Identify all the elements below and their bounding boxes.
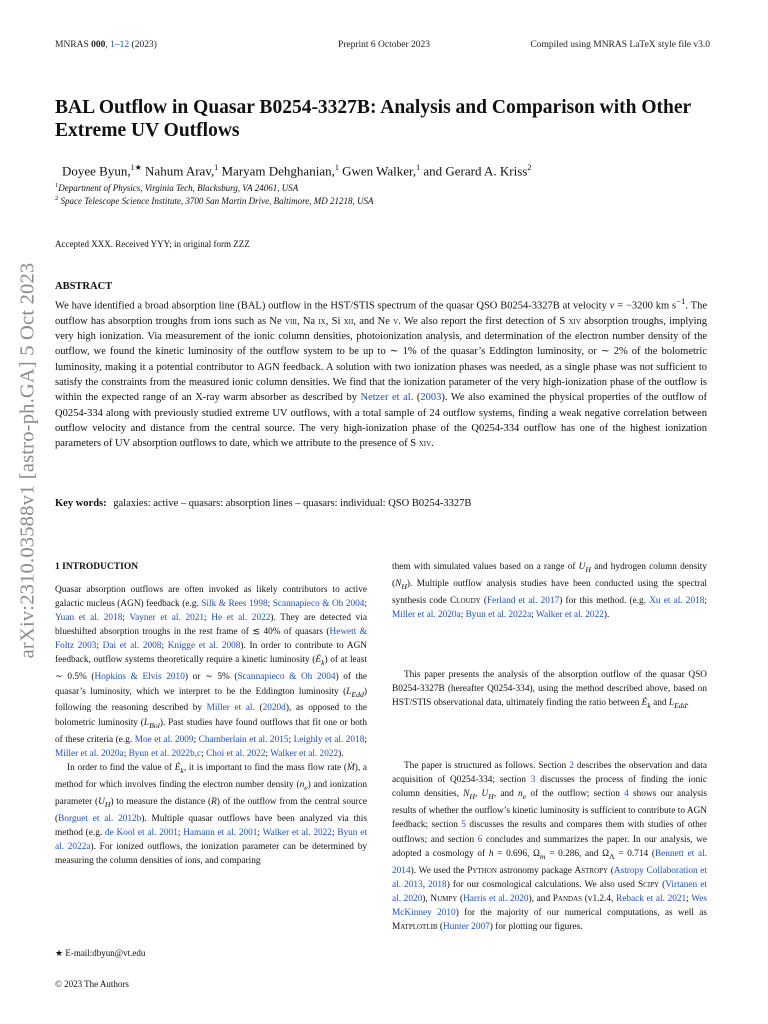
intro-paragraph-5: The paper is structured as follows. Section 2 describes the observation and data acquisition of Q0254-334; section 3 discusses the process of finding the ionic column densities, $N_H$, $U_H$, and $n_e$ of the outflow; section 4 shows our analysis results of whether the outflow’s kinetic luminosity is sufficient to contribute to AGN feedback; section 5 discusses the results and compares them with studies of other outflows; and section 6 concludes and summarizes the paper. In our analysis, we adopted a cosmology of h = 0.696, $\Omega_m = 0.286$, and $\Omega_\Lambda = 0.714$ (Bennett et al. 2014). We used the Python astronomy package Astropy (Astropy Collaboration et al. 2013, 2018) for our cosmological calculations. We also used Scipy (Virtanen et al. 2020), Numpy (Harris et al. 2020), and Pandas (v1.2.4, Reback et al. 2021; Wes McKinney 2010) for the majority of our numerical computations, as well as Matplotlib (Hunter 2007) for plotting our figures. [392, 761, 708, 932]
citation-link[interactable]: Walker et al. 2022 [262, 827, 332, 838]
abstract-heading: ABSTRACT [55, 281, 113, 292]
citation-link[interactable]: Astropy Collaboration et al. 2013 [392, 865, 707, 890]
citation-link[interactable]: Hopkins & Elvis 2010 [94, 672, 185, 683]
journal-year: (2023) [131, 40, 157, 50]
journal-citation: MNRAS 000, 1–12 (2023) [55, 40, 157, 50]
section-heading: 1 INTRODUCTION [55, 562, 139, 572]
citation-link[interactable]: Vayner et al. 2021 [129, 613, 205, 624]
citation-link[interactable]: Walker et al. 2022 [270, 748, 339, 759]
acceptance-note: Accepted XXX. Received YYY; in original form ZZZ [55, 239, 250, 249]
citation-link[interactable]: Borguet et al. 2012b [58, 813, 142, 824]
citation-link[interactable]: Reback et al. 2021 [616, 893, 687, 904]
compiled-note: Compiled using MNRAS LaTeX style file v3.0 [530, 40, 710, 50]
citation-link[interactable]: Byun et al. 2022a [55, 827, 367, 852]
author-list: Doyee Byun,$^{1★}$ Nahum Arav,$^1$ Maryam Dehghanian,$^1$ Gwen Walker,$^1$ and Gerard A. Kriss$^2$ [62, 163, 532, 179]
paper-title: BAL Outflow in Quasar B0254-3327B: Analysis and Comparison with Other Extreme UV Outflows [55, 97, 691, 141]
citation-link[interactable]: Wes McKinney 2010 [392, 893, 708, 918]
citation-link[interactable]: Virtanen et al. 2020 [392, 879, 707, 904]
section-link[interactable]: 6 [477, 834, 483, 845]
section-link[interactable]: 3 [530, 775, 536, 786]
keywords-text: galaxies: active – quasars: absorption lines – quasars: individual: QSO B0254-3327B [113, 498, 472, 509]
journal-volume: 000 [91, 40, 106, 50]
citation-link[interactable]: Moe et al. 2009 [134, 734, 194, 745]
citation-link[interactable]: 2020d [262, 703, 286, 714]
intro-right-column [392, 560, 707, 934]
citation-link[interactable]: Chamberlain et al. 2015 [198, 734, 289, 745]
intro-paragraph-4: This paper presents the analysis of the absorption outflow of the quasar QSO B0254-3327B (hereafter Q0254-334), using the method described above, based on HST/STIS observational data, ultimately finding the ratio between $Ė_k$ and $L_{Edd}$. [392, 670, 707, 711]
journal-name: MNRAS [55, 40, 89, 50]
arxiv-stamp [8, 240, 48, 680]
affiliation-2: $^2$ Space Telescope Science Institute, 3700 San Martin Drive, Baltimore, MD 21218, USA [55, 195, 374, 206]
abstract-body: We have identified a broad absorption line (BAL) outflow in the HST/STIS spectrum of the quasar QSO B0254-3327B at velocity v = −3200 km $s^{-1}$. The outflow has absorption troughs from ions such as Ne viii, Na ix, Si xii, and Ne v. We also report the first detection of S xiv absorption troughs, implying very high ionization. Via measurement of the ionic column densities, photoionization analysis, and determination of the electron number density of the outflow, we found the kinetic luminosity of the outflow system to be up to ∼ 1% of the quasar’s Eddington luminosity, or ∼ 2% of the bolometric luminosity, making it a potential contributor to AGN feedback. A solution with two ionization phases was needed, as a single phase was not sufficient to satisfy the constraints from the measured ionic column densities. We find that the ionization parameter of the very high-ionization phase of the outflow is within the expected range of an X-ray warm absorber as described by Netzer et al. (2003). We also examined the physical properties of the outflow of Q0254-334 along with previously studied extreme UV outflows, with a total sample of 24 outflow systems, finding a weak negative correlation between outflow velocity and distance from the central source. The very high-ionization phase of the Q0254-334 outflow has one of the highest ionization parameters of UV absorption outflows to date, which we attribute to the presence of S xiv. [55, 296, 708, 450]
citation-link[interactable]: Hunter 2007 [443, 921, 490, 932]
preprint-date: Preprint 6 October 2023 [337, 40, 431, 50]
citation-link[interactable]: Miller et al. 2020a [55, 748, 124, 759]
intro-paragraph-1: Quasar absorption outflows are often invoked as likely contributors to active galactic nucleus (AGN) feedback (e.g. Silk & Rees 1998; Scannapieco & Oh 2004; Yuan et al. 2018; Vayner et al. 2021; He et al. 2022). They are detected via blueshifted absorption troughs in the rest frame of ≲ 40% of quasars (Hewett & Foltz 2003; Dai et al. 2008; Knigge et al. 2008). In order to contribute to AGN feedback, outflow systems theoretically require a kinetic luminosity $(Ė_k)$ of at least ∼ 0.5% (Hopkins & Elvis 2010) or ∼ 5% (Scannapieco & Oh 2004) of the quasar’s luminosity, which we interpret to be the Eddington luminosity $(L_{Edd})$ following the reasoning described by Miller et al. (2020d), as opposed to the bolometric luminosity $(L_{Bol})$. Past studies have found outflows that fit one or both of these criteria (e.g. Moe et al. 2009; Chamberlain et al. 2015; Leighly et al. 2018; Miller et al. 2020a; Byun et al. 2022b,c; Choi et al. 2022; Walker et al. 2022). [55, 585, 368, 759]
citation-link[interactable]: Hewett & Foltz 2003 [55, 627, 367, 652]
citation-link[interactable]: Leighly et al. 2018 [293, 734, 365, 745]
citation-link[interactable]: Dai et al. 2008 [102, 641, 162, 652]
citation-link[interactable]: Scannapieco & Oh 2004 [272, 599, 365, 610]
citation-link[interactable]: Choi et al. 2022 [206, 748, 266, 759]
citation-link[interactable]: de Kool et al. 2001 [104, 827, 178, 838]
citation-link[interactable]: Byun et al. 2022b,c [128, 748, 202, 759]
email-footnote: ★ E-mail:dbyun@vt.edu [55, 948, 146, 958]
citation-link[interactable]: Netzer et al. [360, 392, 414, 404]
citation-link[interactable]: Miller et al. [206, 703, 255, 714]
keywords-label: Key words: [55, 498, 107, 509]
citation-link[interactable]: Byun et al. 2022a [465, 610, 532, 620]
citation-link[interactable]: Walker et al. 2022 [535, 610, 604, 620]
citation-link[interactable]: Xu et al. 2018 [649, 595, 705, 606]
citation-link[interactable]: 2018 [428, 879, 447, 890]
citation-link[interactable]: Scannapieco & Oh 2004 [237, 672, 336, 683]
keywords-line [55, 498, 707, 509]
citation-link[interactable]: He et al. 2022 [211, 613, 271, 624]
section-link[interactable]: 4 [624, 789, 629, 800]
copyright-notice: © 2023 The Authors [55, 979, 129, 989]
citation-link[interactable]: Miller et al. 2020a [392, 610, 461, 620]
section-link[interactable]: 2 [569, 761, 574, 772]
citation-link[interactable]: 2003 [420, 392, 442, 404]
intro-paragraph-3: them with simulated values based on a range of $U_H$ and hydrogen column density $(N_H)$. Multiple outflow analysis studies have been conducted using the spectral synthesis code Cloudy (Ferland et al. 2017) for this method. (e.g. Xu et al. 2018; Miller et al. 2020a; Byun et al. 2022a; Walker et al. 2022). [392, 562, 707, 620]
citation-link[interactable]: Ferland et al. 2017 [486, 595, 560, 606]
citation-link[interactable]: Harris et al. 2020 [463, 893, 529, 904]
citation-link[interactable]: Hamann et al. 2001 [183, 827, 258, 838]
section-link[interactable]: 5 [461, 820, 466, 831]
page-range-link[interactable]: 1–12 [110, 40, 130, 50]
citation-link[interactable]: Silk & Rees 1998 [201, 599, 268, 610]
arxiv-id[interactable]: arXiv:2310.03588v1 [astro-ph.GA] 5 Oct 2023 [16, 262, 39, 658]
affiliation-1: $^1$Department of Physics, Virginia Tech, Blacksburg, VA 24061, USA [55, 182, 299, 193]
citation-link[interactable]: Yuan et al. 2018 [55, 613, 123, 624]
intro-paragraph-2: In order to find the value of $Ė_k$, it is important to find the mass flow rate (Ṁ), a method for which involves finding the electron number density $(n_e)$ and ionization parameter $(U_H)$ to measure the distance (R) of the outflow from the central source (Borguet et al. 2012b). Multiple quasar outflows have been analyzed via this method (e.g. de Kool et al. 2001; Hamann et al. 2001; Walker et al. 2022; Byun et al. 2022a). For ionized outflows, the ionization parameter can be determined by measuring the column densities of ions, and comparing [55, 762, 368, 866]
citation-link[interactable]: Knigge et al. 2008 [167, 641, 241, 652]
intro-left-column [55, 583, 367, 868]
citation-link[interactable]: Bennett et al. 2014 [392, 848, 707, 876]
